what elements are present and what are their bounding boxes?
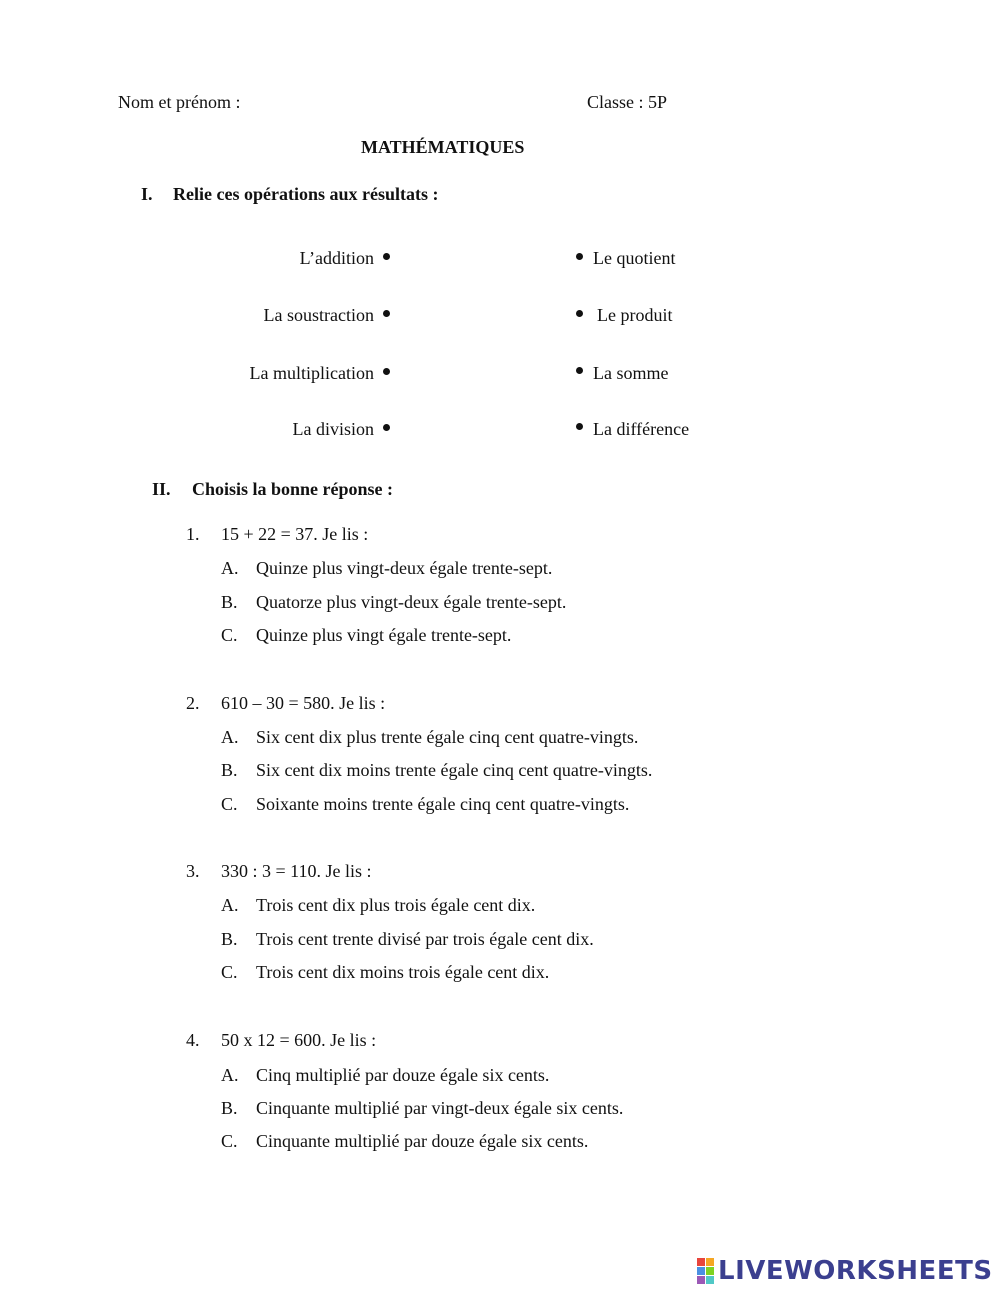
option-text[interactable]: Trois cent dix plus trois égale cent dix. xyxy=(256,895,536,915)
option-letter[interactable]: B. xyxy=(221,760,238,780)
right-dot-3[interactable] xyxy=(576,367,583,374)
option-letter[interactable]: A. xyxy=(221,558,239,578)
logo-block xyxy=(706,1258,714,1266)
option-letter[interactable]: A. xyxy=(221,727,239,747)
option-text[interactable]: Quinze plus vingt égale trente-sept. xyxy=(256,625,512,645)
logo-block xyxy=(706,1276,714,1284)
right-item-product: Le produit xyxy=(597,305,673,325)
right-dot-4[interactable] xyxy=(576,423,583,430)
logo-block xyxy=(697,1276,705,1284)
logo-blocks-icon xyxy=(697,1258,714,1284)
question-text: 50 x 12 = 600. Je lis : xyxy=(221,1030,377,1050)
option-text[interactable]: Cinquante multiplié par vingt-deux égale six cents. xyxy=(256,1098,624,1118)
option-letter[interactable]: C. xyxy=(221,625,238,645)
left-dot-3[interactable] xyxy=(383,368,390,375)
option-letter[interactable]: B. xyxy=(221,1098,238,1118)
option-letter[interactable]: A. xyxy=(221,1065,239,1085)
question-text: 330 : 3 = 110. Je lis : xyxy=(221,861,372,881)
logo-block xyxy=(706,1267,714,1275)
right-item-quotient: Le quotient xyxy=(593,248,676,268)
left-dot-4[interactable] xyxy=(383,424,390,431)
option-text[interactable]: Six cent dix plus trente égale cinq cent quatre-vingts. xyxy=(256,727,639,747)
option-text[interactable]: Cinq multiplié par douze égale six cents. xyxy=(256,1065,550,1085)
section1-numeral: I. xyxy=(141,184,153,204)
option-text[interactable]: Cinquante multiplié par douze égale six cents. xyxy=(256,1131,589,1151)
option-letter[interactable]: A. xyxy=(221,895,239,915)
left-item-subtraction: La soustraction xyxy=(263,305,374,325)
right-dot-2[interactable] xyxy=(576,310,583,317)
left-item-multiplication: La multiplication xyxy=(249,363,374,383)
right-dot-1[interactable] xyxy=(576,253,583,260)
option-text[interactable]: Soixante moins trente égale cinq cent quatre-vingts. xyxy=(256,794,630,814)
option-letter[interactable]: C. xyxy=(221,962,238,982)
logo-block xyxy=(697,1258,705,1266)
option-letter[interactable]: B. xyxy=(221,592,238,612)
right-item-difference: La différence xyxy=(593,419,690,439)
left-dot-1[interactable] xyxy=(383,253,390,260)
question-number: 4. xyxy=(186,1030,200,1050)
option-text[interactable]: Trois cent trente divisé par trois égale cent dix. xyxy=(256,929,594,949)
name-label: Nom et prénom : xyxy=(118,92,241,112)
class-label: Classe : 5P xyxy=(587,92,668,112)
left-item-addition: L’addition xyxy=(299,248,374,268)
option-letter[interactable]: C. xyxy=(221,794,238,814)
option-letter[interactable]: B. xyxy=(221,929,238,949)
question-text: 610 – 30 = 580. Je lis : xyxy=(221,693,386,713)
question-number: 1. xyxy=(186,524,200,544)
section2-numeral: II. xyxy=(152,479,171,499)
page-title: MATHÉMATIQUES xyxy=(361,137,525,157)
section1-heading: Relie ces opérations aux résultats : xyxy=(173,184,439,204)
option-letter[interactable]: C. xyxy=(221,1131,238,1151)
logo-block xyxy=(697,1267,705,1275)
left-item-division: La division xyxy=(292,419,374,439)
liveworksheets-logo xyxy=(697,1257,993,1285)
section2-heading: Choisis la bonne réponse : xyxy=(192,479,394,499)
logo-text: LIVEWORKSHEETS xyxy=(718,1256,993,1286)
option-text[interactable]: Trois cent dix moins trois égale cent dix. xyxy=(256,962,550,982)
left-dot-2[interactable] xyxy=(383,310,390,317)
question-number: 2. xyxy=(186,693,200,713)
question-number: 3. xyxy=(186,861,200,881)
right-item-sum: La somme xyxy=(593,363,669,383)
question-text: 15 + 22 = 37. Je lis : xyxy=(221,524,369,544)
option-text[interactable]: Quatorze plus vingt-deux égale trente-sept. xyxy=(256,592,567,612)
option-text[interactable]: Six cent dix moins trente égale cinq cent quatre-vingts. xyxy=(256,760,653,780)
option-text[interactable]: Quinze plus vingt-deux égale trente-sept. xyxy=(256,558,553,578)
